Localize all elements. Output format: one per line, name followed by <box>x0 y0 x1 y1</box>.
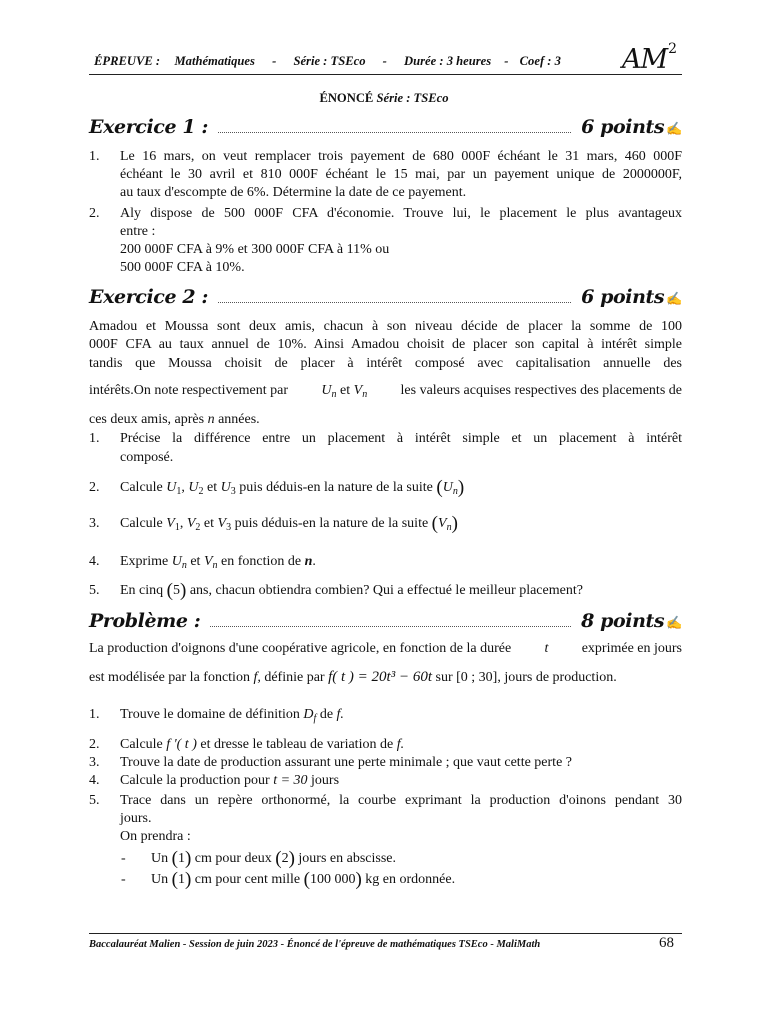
prob-q1: Trouve le domaine de définition $D_f$ de f. <box>120 707 344 724</box>
ex2-q1-line2: composé. <box>120 450 174 465</box>
ex2-q2: Calcule $U_1$, $U_2$ et $U_3$ puis déduis-en la nature de la suite $(U_n)$ <box>120 477 465 498</box>
prob-intro-line2: est modélisée par la fonction f, définie par f( t ) = 20t³ − 60t sur [0 ; 30], jours de production. <box>89 669 617 685</box>
exercise-1-points: 6 points ✍ <box>581 116 682 138</box>
prob-prendra: On prendra : <box>120 829 191 844</box>
prob-bullet-2: Un (1) cm pour cent mille (100 000) kg en ordonnée. <box>151 869 456 890</box>
subtitle: ÉNONCÉ Série : TSEco <box>319 91 449 105</box>
ex1-q2-line3: 200 000F CFA à 9% et 300 000F CFA à 11% ou <box>120 242 390 257</box>
exercise-2-points: 6 points ✍ <box>581 286 682 308</box>
header-serie: Série : TSEco <box>293 54 366 68</box>
header-subject: Mathématiques <box>174 54 255 68</box>
exam-header: ÉPREUVE : Mathématiques - Série : TSEco - Durée : 3 heures - Coef : 3 <box>94 54 561 68</box>
prob-q3: Trouve la date de production assurant une perte minimale ; que vaut cette perte ? <box>120 755 572 770</box>
interval: [0 ; 30] <box>456 670 498 685</box>
exercise-1-title: Exercice 1 : <box>89 116 209 138</box>
pen-icon: ✍ <box>666 122 682 137</box>
ex2-q1-line1: Précise la différence entre un placement à intérêt simple et un placement à intérêt <box>120 431 682 446</box>
exercise-2-heading <box>89 284 682 308</box>
probleme-heading <box>89 608 682 632</box>
prob-bullet-1: Un (1) cm pour deux (2) jours en abscisse. <box>151 848 397 869</box>
header-coef: Coef : 3 <box>519 54 561 68</box>
footer-rule <box>89 933 682 934</box>
probleme-points: 8 points ✍ <box>581 610 682 632</box>
header-epreuve: ÉPREUVE : <box>94 54 161 68</box>
page-number: 68 <box>659 935 674 951</box>
ex1-q1-line1: Le 16 mars, on veut remplacer trois payement de 680 000F échéant le 31 mars, 460 000F <box>120 149 682 164</box>
ex1-q1-line2: échéant le 30 avril et 810 000F échéant le 15 mai, par un payement unique de 2000000F, <box>120 167 682 182</box>
prob-q2: Calcule f '( t ) et dresse le tableau de variation de f. <box>120 737 405 752</box>
exam-page: ÉPREUVE : Mathématiques - Série : TSEco - Durée : 3 heures - Coef : 3 $AM^2$ ÉNONCÉ Série : TSEco Exercice 1 : 6 points ✍ 1. Le 16 mars, on veut remplacer trois payement de 680 000F échéant le 31 mars, 460 000F échéant le 30 avril et 810 000F échéant le 15 mai, par un payement unique de 2000000F, au taux d'escompte de 6%. Détermine la date de ce payement. 2. Aly dispose de 500 000F CFA d'économie. Trouve lui, le placement le plus avantageux entre : 200 000F CFA à 9% et 300 000F CFA à 11% ou 500 000F CFA à 10%. Exercice 2 : 6 points ✍ Amadou et Moussa sont deux amis, chacun à son niveau décide de placer la somme de 100 000F CFA au taux annuel de 10%. Ainsi Amadou choisit de placer son capital à intérêt simple tandis que Moussa choisit de placer à intérêt composé avec capitalisation annuelle des intérêts.On note respectivement par $U_n$ et $V_n$ les valeurs acquises respectives des placements de ces deux amis, après n années. 1. Précise la différence entre un placement à intérêt simple et un placement à intérêt composé. 2. Calcule $U_1$, $U_2$ et $U_3$ puis déduis-en la nature de la suite $(U_n)$ 3. Calcule $V_1$, $V_2$ et $V_3$ puis déduis-en la nature de la suite $(V_n)$ 4. Exprime $U_n$ et $V_n$ en fonction de n. 5. En cinq (5) ans, chacun obtiendra combien? Qui a effectué le meilleur placement? Problème : 8 points ✍ La production d'oignons d'une coopérative agricole, en fonction de la durée t exprimée en jours est modélisée par la fonction f, définie par f( t ) = 20t³ − 60t sur [0 ; 30], jours de production. 1. Trouve le domaine de définition $D_f$ de f. 2. Calcule f '( t ) et dresse le tableau de variation de f. 3. Trouve la date de production assurant une perte minimale ; que vaut cette perte ? 4. Calcule la production pour t = 30 jours 5. Trace dans un repère orthonormé, la courbe exprimant la production d'oinons pendant 30 jours. On prendra : - Un (1) cm pour deux (2) jours en abscisse. - Un (1) cm pour cent mille (100 000) kg en ordonnée. Baccalauréat Malien - Session de juin 2023 - Énoncé de l'épreuve de mathématiques TSEco - MaliMath 68 <box>0 0 768 1024</box>
footer-text: Baccalauréat Malien - Session de juin 2023 - Énoncé de l'épreuve de mathématiques TSEco - MaliMath <box>89 939 541 950</box>
pen-icon: ✍ <box>666 616 682 631</box>
prob-intro-line1: La production d'oignons d'une coopérative agricole, en fonction de la durée t exprimée en jours <box>89 641 682 656</box>
ex1-q1-line3: au taux d'escompte de 6%. Détermine la date de ce payement. <box>120 185 467 200</box>
ex1-q2-line4: 500 000F CFA à 10%. <box>120 260 245 275</box>
ex1-q2-line2: entre : <box>120 224 156 239</box>
ex2-q5: En cinq (5) ans, chacun obtiendra combien? Qui a effectué le meilleur placement? <box>120 580 583 601</box>
am2-logo: $AM^2$ <box>622 41 677 75</box>
header-duration: Durée : 3 heures <box>404 54 492 68</box>
ex2-intro-line1: Amadou et Moussa sont deux amis, chacun à son niveau décide de placer la somme de 100 <box>89 319 682 334</box>
prob-q5-line2: jours. <box>120 811 152 826</box>
pen-icon: ✍ <box>666 292 682 307</box>
ex2-intro-line2: 000F CFA au taux annuel de 10%. Ainsi Amadou choisit de placer son capital à intérêt simple <box>89 337 682 352</box>
header-rule <box>89 74 682 75</box>
ex2-intro-line5: ces deux amis, après n années. <box>89 412 260 427</box>
exercise-1-heading <box>89 114 682 138</box>
function-formula: f( t ) = 20t³ − 60t <box>328 669 432 685</box>
prob-q4: Calcule la production pour t = 30 jours <box>120 773 340 788</box>
dotted-leader <box>218 301 571 303</box>
probleme-title: Problème : <box>89 610 201 632</box>
dotted-leader <box>218 131 571 133</box>
ex2-q3: Calcule $V_1$, $V_2$ et $V_3$ puis déduis-en la nature de la suite $(V_n)$ <box>120 513 458 534</box>
exercise-2-title: Exercice 2 : <box>89 286 209 308</box>
prob-q5-line1: Trace dans un repère orthonormé, la courbe exprimant la production d'oinons pendant 30 <box>120 793 682 808</box>
ex2-intro-line3: tandis que Moussa choisit de placer à intérêt composé avec capitalisation annuelle des <box>89 356 682 371</box>
dotted-leader <box>210 625 571 627</box>
ex1-q2-line1: Aly dispose de 500 000F CFA d'économie. Trouve lui, le placement le plus avantageux <box>120 206 682 221</box>
ex2-q4: Exprime $U_n$ et $V_n$ en fonction de n. <box>120 554 316 571</box>
ex2-intro-line4: intérêts.On note respectivement par $U_n$ et $V_n$ les valeurs acquises respectives des placements de <box>89 383 682 400</box>
